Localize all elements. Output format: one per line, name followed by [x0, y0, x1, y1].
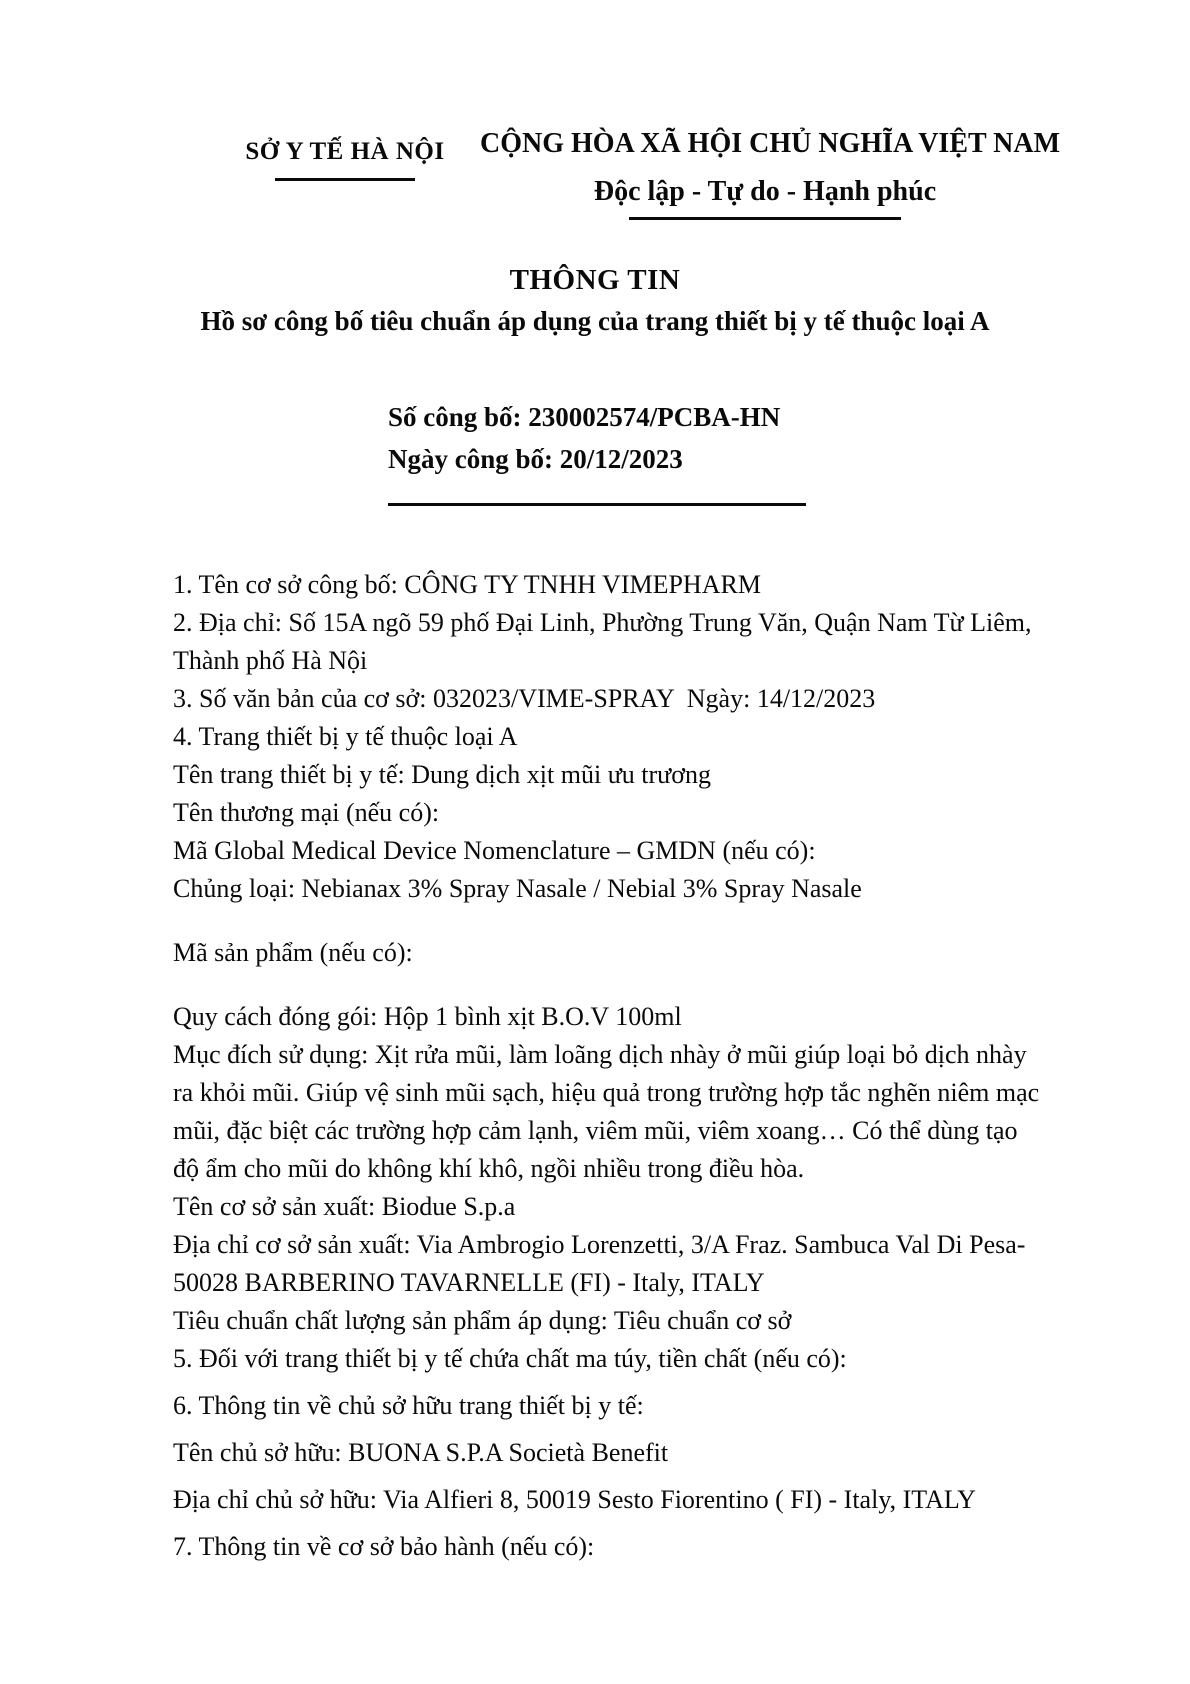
manufacturer-address-line: Địa chỉ cơ sở sản xuất: Via Ambrogio Lorenzetti, 3/A Fraz. Sambuca Val Di Pesa-50028 BARBERINO TAVARNELLE (FI) - Italy, ITALY: [173, 1230, 1026, 1297]
declaration-date: Ngày công bố: 20/12/2023: [388, 444, 683, 474]
issuer-underline: [275, 178, 415, 181]
manufacturer-name-line: Tên cơ sở sản xuất: Biodue S.p.a: [173, 1192, 516, 1221]
intended-use-line: Mục đích sử dụng: Xịt rửa mũi, làm loãng dịch nhày ở mũi giúp loại bỏ dịch nhày ra khỏi mũi. Giúp vệ sinh mũi sạch, hiệu quả trong trường hợp tắc nghẽn niêm mạc mũi, đặc biệt các trường hợp cảm lạnh, viêm mũi, viêm xoang… Có thể dùng tạo độ ẩm cho mũi do không khí khô, ngồi nhiều trong điều hòa.: [173, 1040, 1046, 1183]
motto-underline: [629, 217, 901, 220]
document-subtitle: Hồ sơ công bố tiêu chuẩn áp dụng của trang thiết bị y tế thuộc loại A: [200, 306, 990, 336]
issuer-block: [225, 138, 465, 181]
national-header-block: [480, 128, 1061, 220]
owner-address-line: Địa chỉ chủ sở hữu: Via Alfieri 8, 50019 Sesto Fiorentino ( FI) - Italy, ITALY: [173, 1485, 976, 1514]
title-block: [0, 264, 1190, 337]
owner-name-line: Tên chủ sở hữu: BUONA S.P.A Società Benefit: [173, 1438, 669, 1467]
document-body: [173, 566, 1045, 1566]
gmdn-code-line: Mã Global Medical Device Nomenclature – GMDN (nếu có):: [173, 836, 816, 865]
declaration-number: Số công bố: 230002574/PCBA-HN: [388, 402, 781, 432]
owner-info-heading-line: 6. Thông tin về chủ sở hữu trang thiết bị y tế:: [173, 1391, 644, 1420]
national-title: CỘNG HÒA XÃ HỘI CHỦ NGHĨA VIỆT NAM: [480, 128, 1061, 159]
declarant-name-line: 1. Tên cơ sở công bố: CÔNG TY TNHH VIMEPHARM: [173, 570, 761, 599]
product-code-line: Mã sản phẩm (nếu có):: [173, 938, 413, 967]
device-model-line: Chủng loại: Nebianax 3% Spray Nasale / Nebial 3% Spray Nasale: [173, 874, 862, 903]
quality-standard-line: Tiêu chuẩn chất lượng sản phẩm áp dụng: Tiêu chuẩn cơ sở: [173, 1306, 792, 1335]
issuer-name: SỞ Y TẾ HÀ NỘI: [245, 138, 445, 165]
divider-rule: [388, 503, 806, 506]
declarant-address-line: 2. Địa chỉ: Số 15A ngõ 59 phố Đại Linh, Phường Trung Văn, Quận Nam Từ Liêm, Thành phố Hà Nội: [173, 608, 1038, 675]
warranty-info-line: 7. Thông tin về cơ sở bảo hành (nếu có):: [173, 1532, 595, 1561]
declaration-block: [388, 396, 806, 506]
packaging-line: Quy cách đóng gói: Hộp 1 bình xịt B.O.V 100ml: [173, 1002, 682, 1031]
national-motto: Độc lập - Tự do - Hạnh phúc: [593, 176, 937, 207]
device-name-line: Tên trang thiết bị y tế: Dung dịch xịt mũi ưu trương: [173, 760, 712, 789]
document-number-line: 3. Số văn bản của cơ sở: 032023/VIME-SPRAY Ngày: 14/12/2023: [173, 684, 876, 713]
trade-name-line: Tên thương mại (nếu có):: [173, 798, 440, 827]
narcotics-precursor-line: 5. Đối với trang thiết bị y tế chứa chất ma túy, tiền chất (nếu có):: [173, 1344, 847, 1373]
device-class-line: 4. Trang thiết bị y tế thuộc loại A: [173, 722, 518, 751]
document-title: THÔNG TIN: [509, 264, 681, 296]
